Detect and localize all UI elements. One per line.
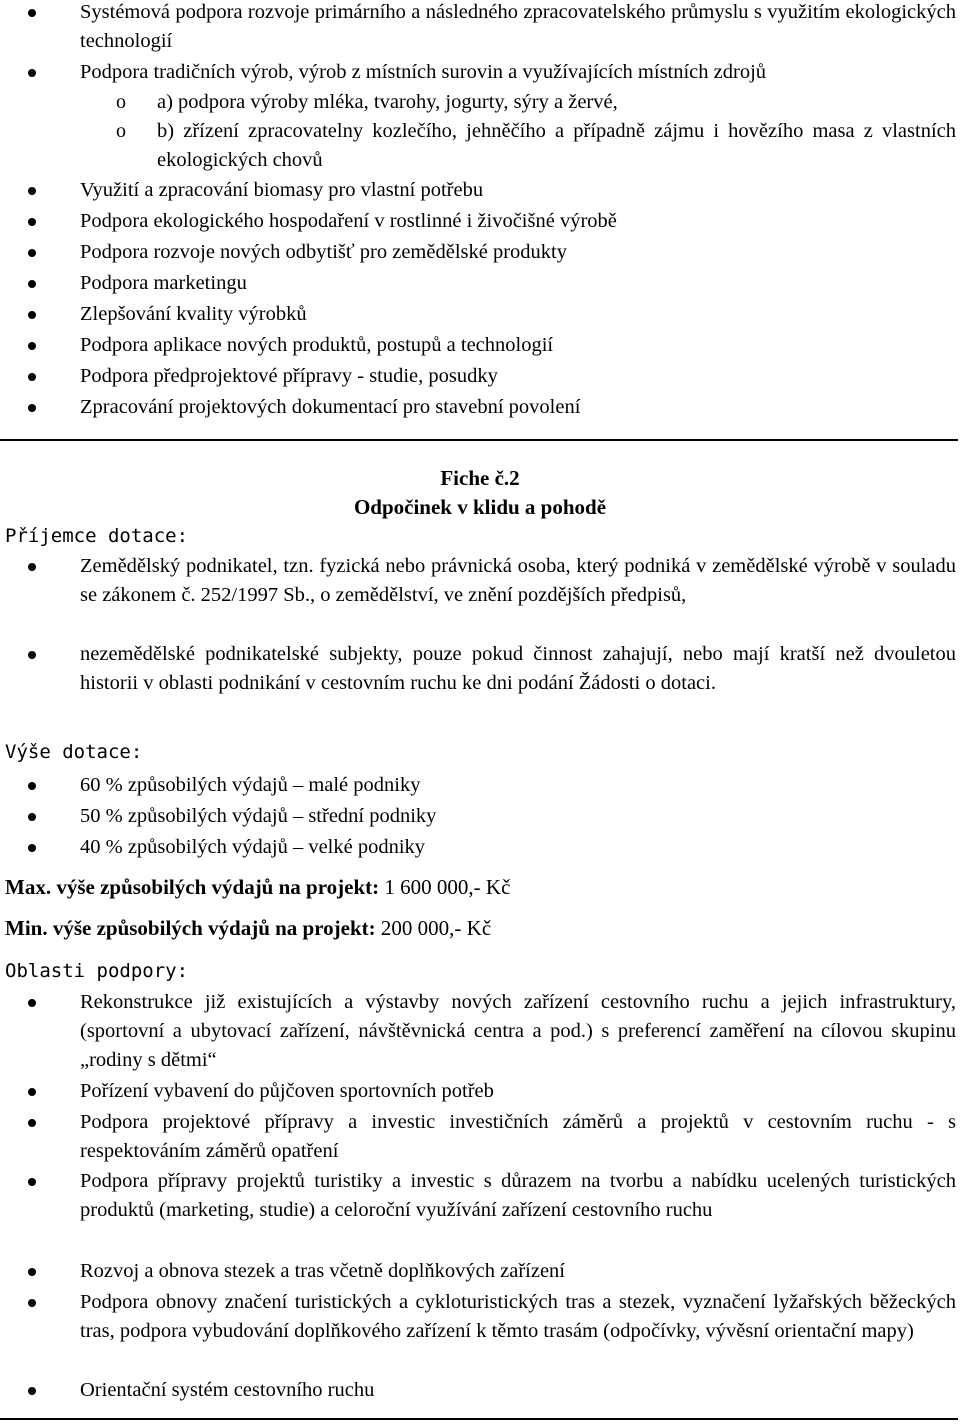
list-item: Podpora tradičních výrob, výrob z místních surovin a využívajících místních zdrojů [80, 61, 767, 83]
bullet [28, 342, 36, 350]
list-item: Využití a zpracování biomasy pro vlastní potřebu [80, 179, 484, 201]
bullet [28, 999, 36, 1007]
area-item: Rozvoj a obnova stezek a tras včetně doplňkových zařízení [80, 1260, 565, 1282]
bullet [28, 187, 36, 195]
sub-bullet: o [116, 120, 126, 142]
amount-heading: Výše dotace: [5, 741, 143, 763]
bullet [28, 782, 36, 790]
bullet [28, 563, 36, 571]
bullet [28, 813, 36, 821]
bullet [28, 1387, 36, 1395]
amount-item: 40 % způsobilých výdajů – velké podniky [80, 836, 426, 858]
list-item: Systémová podpora rozvoje primárního a následného zpracovatelského průmyslu s využitím ekologických technologií [80, 1, 956, 52]
bullet [28, 69, 36, 77]
area-item: Rekonstrukce již existujících a výstavby nových zařízení cestovního ruchu a jejich infrastruktury, (sportovní a ubytovací zařízení, návštěvnická centra a pod.) s preferencí zaměření na cílovou skupinu „rodiny s dětmi“ [80, 991, 956, 1071]
recipient-item: Zemědělský podnikatel, tzn. fyzická nebo právnická osoba, který podniká v zemědělské výrobě v souladu se zákonem č. 252/1997 Sb., o zemědělství, ve znění pozdějších předpisů, [80, 555, 956, 606]
min-label: Min. výše způsobilých výdajů na projekt: [5, 916, 376, 940]
bullet [28, 1088, 36, 1096]
bullet [28, 311, 36, 319]
area-item: Pořízení vybavení do půjčoven sportovních potřeb [80, 1080, 494, 1102]
bullet [28, 1178, 36, 1186]
area-item: Podpora projektové přípravy a investic investičních záměrů a projektů v cestovním ruchu - s respektováním záměrů opatření [80, 1111, 956, 1162]
bullet [28, 844, 36, 852]
area-item: Podpora obnovy značení turistických a cykloturistických tras a stezek, vyznačení lyžařských běžeckých tras, podpora vybudování doplňkového zařízení k těmto trasám (odpočívky, vývěsní orientační mapy) [80, 1291, 956, 1342]
bullet [28, 1268, 36, 1276]
fiche-label: Fiche č.2 [440, 466, 520, 490]
fiche-title: Odpočinek v klidu a pohodě [353, 495, 607, 519]
min-value: 200 000,- Kč [380, 916, 492, 940]
list-item: Podpora předprojektové přípravy - studie, posudky [80, 365, 498, 387]
bullet [28, 249, 36, 257]
list-item: Podpora rozvoje nových odbytišť pro zemědělské produkty [80, 241, 567, 263]
max-value: 1 600 000,- Kč [384, 875, 511, 899]
area-item: Podpora přípravy projektů turistiky a investic s důrazem na tvorbu a nabídku ucelených turistických produktů (marketing, studie) a celoroční využívání zařízení cestovního ruchu [80, 1170, 956, 1221]
amount-item: 60 % způsobilých výdajů – malé podniky [80, 774, 421, 796]
amount-item: 50 % způsobilých výdajů – střední podniky [80, 805, 437, 827]
list-item: Zpracování projektových dokumentací pro stavební povolení [80, 396, 581, 418]
areas-heading: Oblasti podpory: [5, 960, 189, 982]
max-label: Max. výše způsobilých výdajů na projekt: [5, 875, 380, 899]
list-item: Podpora ekologického hospodaření v rostlinné i živočišné výrobě [80, 210, 617, 232]
sub-list-item: b) zřízení zpracovatelny kozlečího, jehněčího a případně zájmu i hovězího masa z vlastních ekologických chovů [157, 120, 956, 171]
sub-list-item: a) podpora výroby mléka, tvarohy, jogurty, sýry a žervé, [157, 91, 618, 113]
area-item: Orientační systém cestovního ruchu [80, 1379, 375, 1401]
bottom-divider [0, 1418, 958, 1420]
bullet [28, 651, 36, 659]
bullet [28, 9, 36, 17]
sub-bullet: o [116, 91, 126, 113]
section-divider [0, 439, 958, 441]
bullet [28, 218, 36, 226]
max-expenses [5, 872, 510, 902]
list-item: Zlepšování kvality výrobků [80, 303, 307, 325]
bullet [28, 280, 36, 288]
min-expenses [5, 913, 491, 943]
list-item: Podpora aplikace nových produktů, postupů a technologií [80, 334, 554, 356]
bullet [28, 1299, 36, 1307]
bullet [28, 404, 36, 412]
list-item: Podpora marketingu [80, 272, 247, 294]
recipient-item: nezemědělské podnikatelské subjekty, pouze pokud činnost zahajují, nebo mají kratší než dvouletou historii v oblasti podnikání v cestovním ruchu ke dni podání Žádosti o dotaci. [80, 643, 956, 694]
recipients-heading: Příjemce dotace: [5, 525, 189, 547]
bullet [28, 1119, 36, 1127]
bullet [28, 373, 36, 381]
